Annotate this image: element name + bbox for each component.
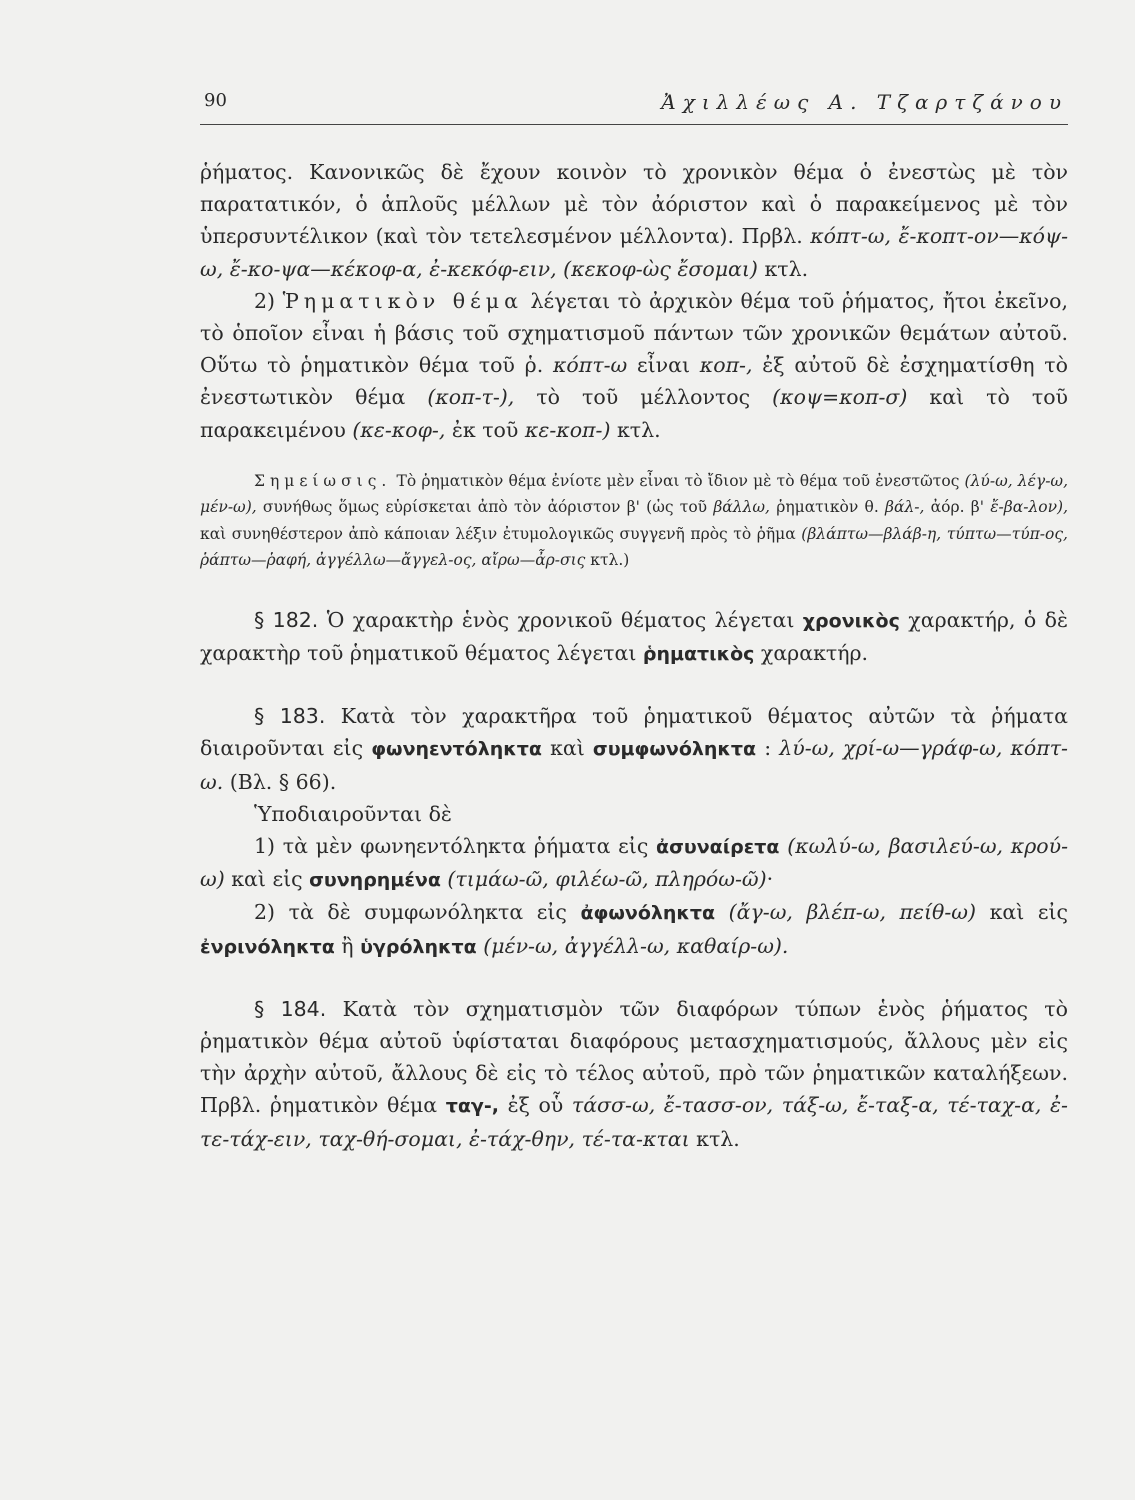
paragraph-1: ῥήματος. Κανονικῶς δὲ ἔχουν κοινὸν τὸ χρονικὸν θέμα ὁ ἐνεστὼς μὲ τὸν παρατατικόν, ὁ ἁπλοῦς μέλλων μὲ τὸν ἀόριστον καὶ ὁ παρακείμενος μὲ τὸν ὑπερσυντέλικον (καὶ τὸν τετελεσμένον μέλλοντα). Πρβλ. κόπτ-ω, ἔ-κοπτ-ον—κόψ-ω, ἔ-κο-ψα—κέκοφ-α, ἐ-κεκόφ-ειν, (κεκοφ-ὼς ἔσομαι) κτλ.	[200, 160, 1069, 281]
running-title: Ἀχιλλέως Α. Τζαρτζάνου	[661, 90, 1068, 114]
note-label: Σημείωσις.	[254, 471, 392, 490]
subdivision-item-2: 2) τὰ δὲ συμφωνόληκτα εἰς ἀφωνόληκτα (ἄγ-ω, βλέπ-ω, πείθ-ω) καὶ εἰς ἐνρινόληκτα ἢ ὑγρόληκτα (μέν-ω, ἀγγέλλ-ω, καθαίρ-ω).	[200, 900, 1068, 958]
page-body	[200, 156, 1068, 1155]
section-number: § 182.	[254, 607, 319, 632]
page-header	[200, 88, 1068, 125]
section-182: § 182. Ὁ χαρακτὴρ ἑνὸς χρονικοῦ θέματος λέγεται χρονικὸς χαρακτήρ, ὁ δὲ χαρακτὴρ τοῦ ῥηματικοῦ θέματος λέγεται ῥηματικὸς χαρακτήρ.	[200, 607, 1068, 666]
section-183: § 183. Κατὰ τὸν χαρακτῆρα τοῦ ῥηματικοῦ θέματος αὐτῶν τὰ ῥήματα διαιροῦνται εἰς φωνηεντόληκτα καὶ συμφωνόληκτα : λύ-ω, χρί-ω—γράφ-ω, κόπτ-ω. (Βλ. § 66).	[200, 704, 1068, 794]
paragraph-2: 2) Ῥηματικὸν θέμα λέγεται τὸ ἀρχικὸν θέμα τοῦ ῥήματος, ἤτοι ἐκεῖνο, τὸ ὁποῖον εἶναι ἡ βάσις τοῦ σχηματισμοῦ πάντων τῶν χρονικῶν θεμάτων αὐτοῦ. Οὕτω τὸ ῥηματικὸν θέμα τοῦ ῥ. κόπτ-ω εἶναι κοπ-, ἐξ αὐτοῦ δὲ ἐσχηματίσθη τὸ ἐνεστωτικὸν θέμα (κοπ-τ-), τὸ τοῦ μέλλοντος (κοψ=κοπ-σ) καὶ τὸ τοῦ παρακειμένου (κε-κοφ-, ἐκ τοῦ κε-κοπ-) κτλ.	[200, 288, 1068, 442]
section-number: § 184.	[254, 996, 327, 1021]
page-number: 90	[204, 90, 227, 111]
subdivision-intro: Ὑποδιαιροῦνται δὲ	[254, 801, 452, 826]
subdivision-item-1: 1) τὰ μὲν φωνηεντόληκτα ῥήματα εἰς ἀσυναίρετα (κωλύ-ω, βασιλεύ-ω, κρού-ω) καὶ εἰς συνηρημένα (τιμάω-ῶ, φιλέω-ῶ, πληρόω-ῶ)·	[200, 834, 1068, 892]
note-block	[200, 468, 1068, 574]
section-number: § 183.	[254, 704, 326, 729]
note-paragraph: Σημείωσις. Τὸ ῥηματικὸν θέμα ἐνίοτε μὲν εἶναι τὸ ἴδιον μὲ τὸ θέμα τοῦ ἐνεστῶτος (λύ-ω, λέγ-ω, μέν-ω), συνήθως ὅμως εὑρίσκεται ἀπὸ τὸν ἀόριστον β' (ὡς τοῦ βάλλω, ῥηματικὸν θ. βάλ-, ἀόρ. β' ἔ-βα-λον), καὶ συνηθέστερον ἀπὸ κάποιαν λέξιν ἐτυμολογικῶς συγγενῆ πρὸς τὸ ῥῆμα (βλάπτω—βλάβ-η, τύπτω—τύπ-ος, ῥάπτω—ῥαφή, ἀγγέλλω—ἄγγελ-ος, αἴρω—ἆρ-σις κτλ.)	[200, 471, 1069, 570]
section-184: § 184. Κατὰ τὸν σχηματισμὸν τῶν διαφόρων τύπων ἑνὸς ῥήματος τὸ ῥηματικὸν θέμα αὐτοῦ ὑφίσταται διαφόρους μετασχηματισμούς, ἄλλους μὲν εἰς τὴν ἀρχὴν αὐτοῦ, ἄλλους δὲ εἰς τὸ τέλος αὐτοῦ, πρὸ τῶν ῥηματικῶν καταλήξεων. Πρβλ. ῥηματικὸν θέμα ταγ-, ἐξ οὗ τάσσ-ω, ἔ-τασσ-ον, τάξ-ω, ἔ-ταξ-α, τέ-ταχ-α, ἐ-τε-τάχ-ειν, ταχ-θή-σομαι, ἐ-τάχ-θην, τέ-τα-κται κτλ.	[200, 996, 1068, 1151]
